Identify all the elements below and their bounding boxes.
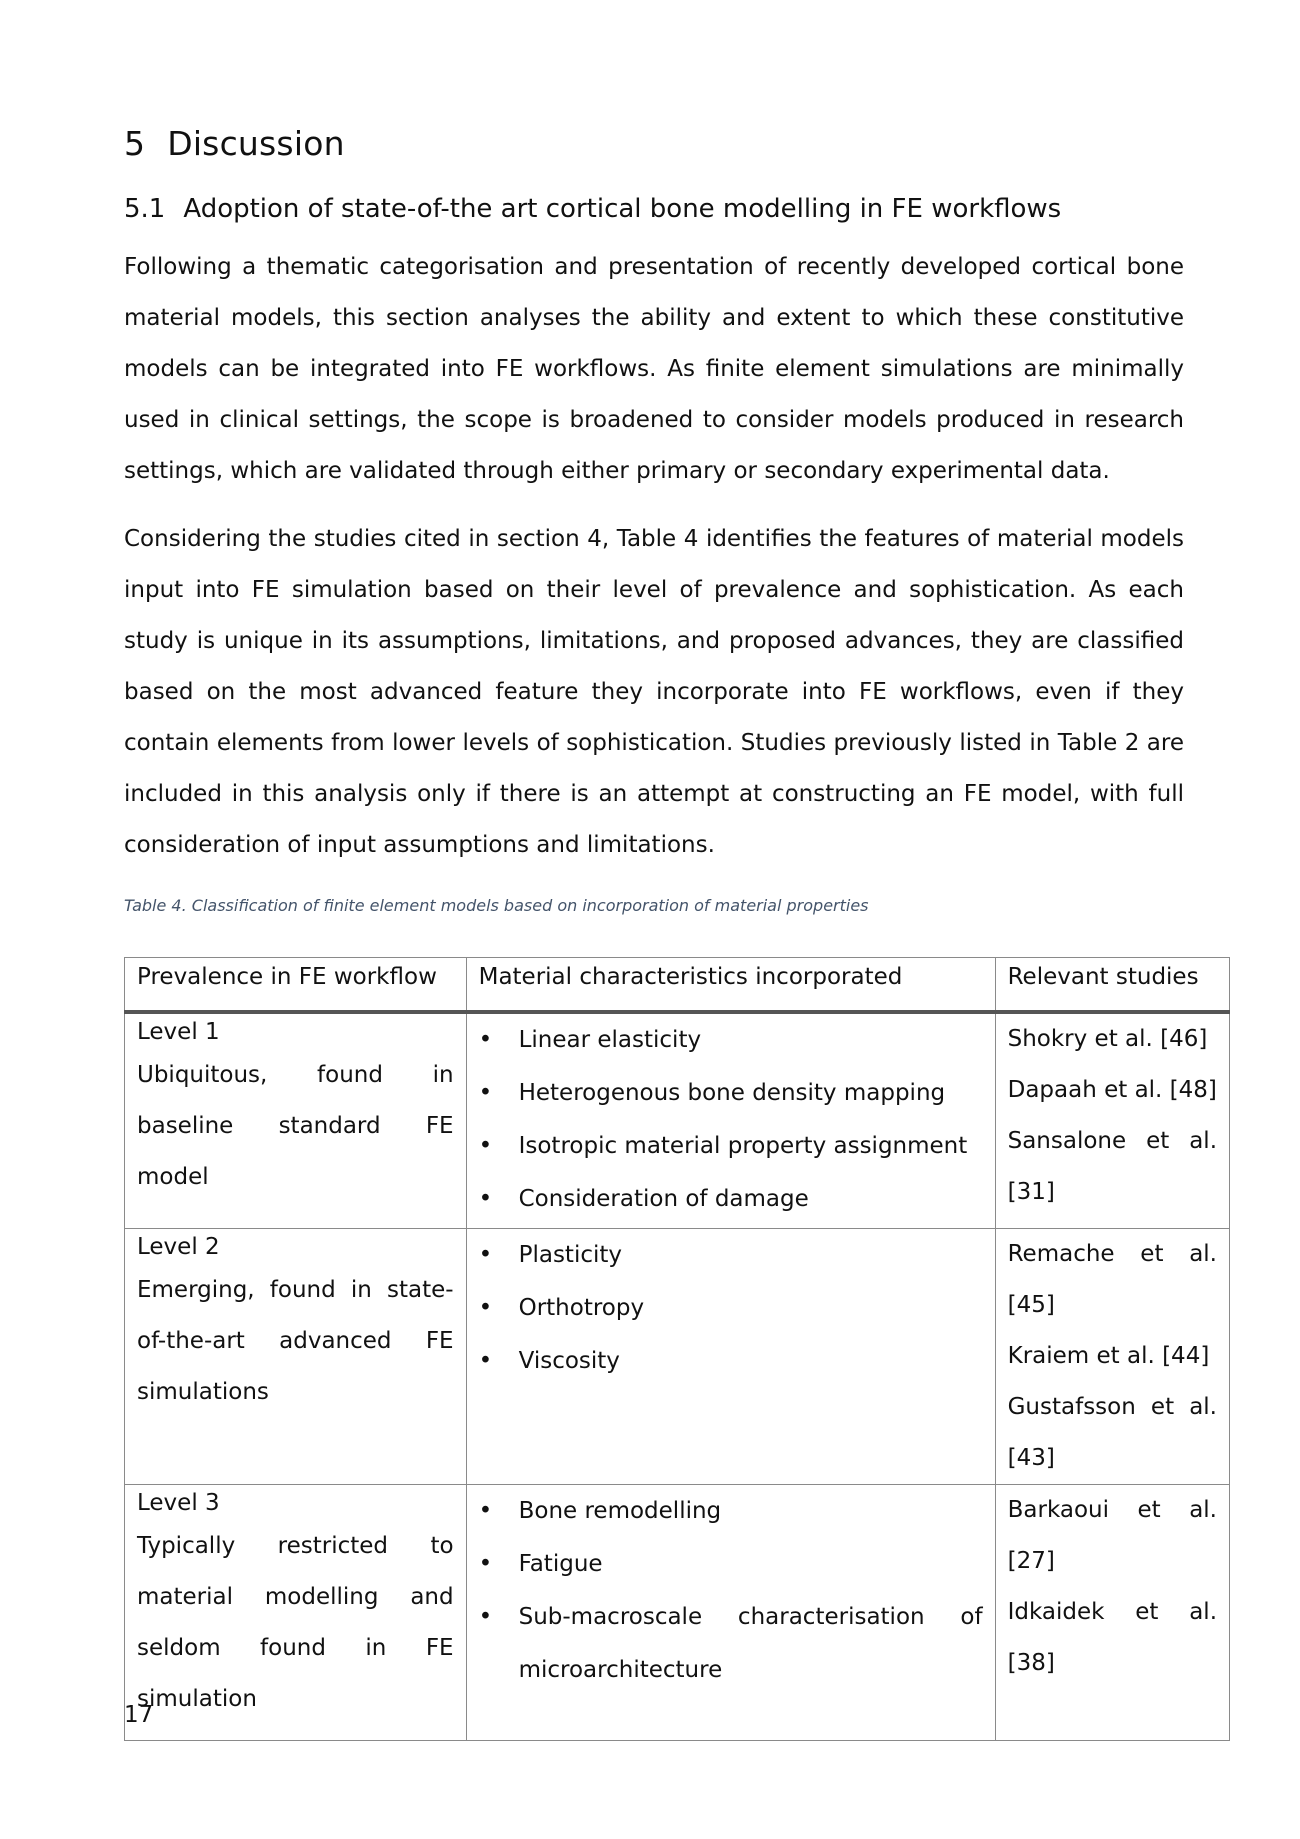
level-description: Ubiquitous, found in baseline standard FE model bbox=[137, 1062, 454, 1190]
list-item: • Sub-macroscale characterisation of microarchitecture bbox=[479, 1591, 983, 1697]
header-prevalence: Prevalence in FE workflow bbox=[125, 958, 467, 1013]
study-ref: [31] bbox=[1007, 1179, 1055, 1205]
section-number: 5 bbox=[124, 124, 146, 163]
header-studies: Relevant studies bbox=[995, 958, 1229, 1013]
prevalence-cell bbox=[125, 1484, 467, 1740]
bullet: • bbox=[478, 1347, 493, 1374]
study-ref: Idkaidek et al. [38] bbox=[1007, 1598, 1217, 1676]
characteristics-list bbox=[479, 1485, 983, 1697]
level-label: Level 1 bbox=[137, 1019, 220, 1045]
studies-cell bbox=[995, 1228, 1229, 1484]
bullet: • bbox=[478, 1603, 493, 1630]
paragraph-1: Following a thematic categorisation and presentation of recently developed cortical bone material models, this section analyses the ability and extent to which these constitutive models can be integrated into FE workflows. As finite element simulations are minimally used in clinical settings, the scope is broadened to consider models produced in research settings, which are validated through either primary or secondary experimental data. bbox=[124, 254, 1184, 484]
study-ref: Sansalone et al. bbox=[1007, 1128, 1217, 1154]
bullet: • bbox=[478, 1241, 493, 1268]
characteristics-cell bbox=[466, 1228, 995, 1484]
table-row bbox=[125, 1012, 1230, 1228]
subsection-number: 5.1 bbox=[124, 194, 166, 224]
studies-cell bbox=[995, 1484, 1229, 1740]
bullet: • bbox=[478, 1550, 493, 1577]
header-characteristics: Material characteristics incorporated bbox=[466, 958, 995, 1013]
bullet: • bbox=[478, 1027, 493, 1053]
list-item: • Linear elasticity bbox=[479, 1014, 983, 1067]
table-row bbox=[125, 1484, 1230, 1740]
characteristics-list bbox=[479, 1014, 983, 1226]
study-ref: [43] bbox=[1007, 1444, 1055, 1471]
study-ref: Shokry et al. [46] bbox=[1007, 1026, 1208, 1052]
bullet: • bbox=[478, 1294, 493, 1321]
study-ref: Dapaah et al. [48] bbox=[1007, 1077, 1217, 1103]
bullet: • bbox=[478, 1080, 493, 1106]
table-row bbox=[125, 1228, 1230, 1484]
list-item: • Isotropic material property assignment bbox=[479, 1120, 983, 1173]
level-label: Level 2 bbox=[137, 1233, 220, 1260]
list-item: • Heterogenous bone density mapping bbox=[479, 1067, 983, 1120]
subsection-title: Adoption of state-of-the art cortical bone modelling in FE workflows bbox=[183, 194, 1062, 224]
prevalence-cell bbox=[125, 1012, 467, 1228]
page-number: 17 bbox=[124, 1702, 154, 1728]
list-item: • Consideration of damage bbox=[479, 1173, 983, 1226]
section-title: Discussion bbox=[167, 124, 345, 163]
characteristics-cell bbox=[466, 1484, 995, 1740]
study-ref: Barkaoui et al. [27] bbox=[1007, 1496, 1217, 1574]
list-item: • Plasticity bbox=[479, 1229, 983, 1282]
level-description: Emerging, found in state-of-the-art advanced FE simulations bbox=[137, 1276, 454, 1405]
prevalence-cell bbox=[125, 1228, 467, 1484]
level-description: Typically restricted to material modelling and seldom found in FE simulation bbox=[137, 1532, 454, 1712]
table-caption: Table 4. Classification of finite element models based on incorporation of material properties bbox=[124, 896, 869, 915]
studies-cell bbox=[995, 1012, 1229, 1228]
section-heading bbox=[124, 124, 345, 163]
characteristics-cell bbox=[466, 1012, 995, 1228]
study-ref: Remache et al.[45] bbox=[1007, 1240, 1217, 1318]
list-item: • Orthotropy bbox=[479, 1282, 983, 1335]
table-header-row bbox=[125, 958, 1230, 1013]
bullet: • bbox=[478, 1133, 493, 1159]
study-ref: Kraiem et al. [44] bbox=[1007, 1342, 1210, 1369]
bullet: • bbox=[478, 1497, 493, 1524]
list-item: • Viscosity bbox=[479, 1335, 983, 1388]
bullet: • bbox=[478, 1186, 493, 1212]
list-item: • Fatigue bbox=[479, 1538, 983, 1591]
subsection-heading bbox=[124, 194, 1061, 224]
classification-table bbox=[124, 957, 1230, 1741]
level-label: Level 3 bbox=[137, 1489, 220, 1516]
study-ref: Gustafsson et al. bbox=[1007, 1393, 1217, 1420]
list-item: • Bone remodelling bbox=[479, 1485, 983, 1538]
paragraph-2: Considering the studies cited in section 4, Table 4 identifies the features of material models input into FE simulation based on their level of prevalence and sophistication. As each study is unique in its assumptions, limitations, and proposed advances, they are classified based on the most advanced feature they incorporate into FE workflows, even if they contain elements from lower levels of sophistication. Studies previously listed in Table 2 are included in this analysis only if there is an attempt at constructing an FE model, with full consideration of input assumptions and limitations. bbox=[124, 526, 1184, 858]
characteristics-list bbox=[479, 1229, 983, 1388]
